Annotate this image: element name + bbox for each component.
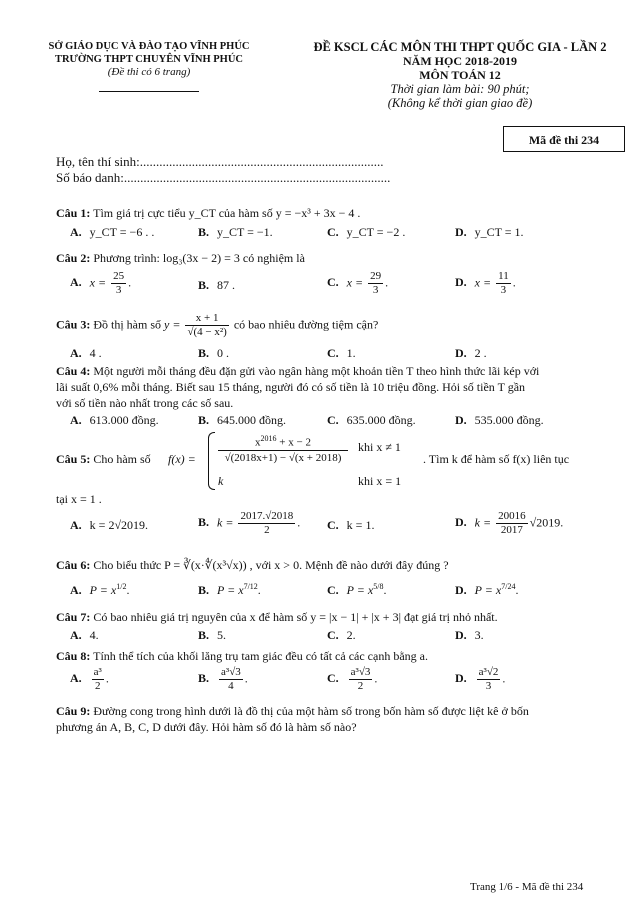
- option-d[interactable]: D. 3.: [455, 628, 484, 642]
- option-c[interactable]: C. $P = x^{5/8}$.: [327, 582, 387, 597]
- option-b[interactable]: B. 645.000 đồng.: [198, 413, 287, 427]
- school-year: NĂM HỌC 2018-2019: [403, 54, 517, 68]
- question-2: [56, 250, 601, 266]
- question-5-tail: . Tìm k để hàm số f(x) liên tục: [423, 452, 570, 466]
- question-1: [56, 205, 601, 221]
- header-right: [290, 40, 630, 110]
- school-name: TRƯỜNG THPT CHUYÊN VĨNH PHÚC: [54, 54, 244, 65]
- student-name-line[interactable]: Họ, tên thí sinh:...........................................................................: [56, 154, 384, 169]
- option-d[interactable]: D. 535.000 đồng.: [455, 413, 544, 427]
- question-5-line2: tại x = 1 .: [56, 492, 102, 506]
- option-c[interactable]: C. 635.000 đồng.: [327, 413, 416, 427]
- question-label: Câu 1:: [56, 206, 91, 220]
- option-a[interactable]: A. 4.: [70, 628, 99, 642]
- question-text: Tìm giá trị cực tiểu y_CT của hàm số y = −x³ + 3x − 4 .: [90, 206, 361, 220]
- duration: Thời gian làm bài: 90 phút;: [390, 82, 530, 96]
- piecewise-case-1: $x^{2016} + x - 2$ √(2018x+1) − √(x + 2018): [218, 432, 348, 465]
- page-count-note: (Đề thi có 6 trang): [107, 66, 191, 78]
- piecewise-case-2: k: [218, 474, 224, 488]
- question-3: Câu 3: Đồ thị hàm số y = $\frac{x + 1}{\text{√(4 − x²)}}$ có bao nhiêu đường tiệm cận?: [56, 312, 379, 338]
- question-label: Câu 3:: [56, 317, 91, 332]
- option-b[interactable]: B. 5.: [198, 628, 227, 642]
- exam-title: ĐỀ KSCL CÁC MÔN THI THPT QUỐC GIA - LẦN 2: [313, 40, 607, 54]
- option-b[interactable]: B. y_CT = −1.: [198, 225, 273, 239]
- subject: MÔN TOÁN 12: [419, 68, 501, 82]
- student-id-line[interactable]: Số báo danh:..................................................................................: [56, 170, 391, 185]
- question-4: Câu 4: Một người mỗi tháng đều đặn gửi vào ngân hàng một khoản tiền T theo hình thức lãi kép với lãi suất 0,6% mỗi tháng. Biết sau 15 tháng, người đó có số tiền là 10 triệu đồng. Hỏi số tiền T gần với số tiền nào nhất trong các số sau.: [56, 364, 540, 410]
- option-b[interactable]: B. 0 .: [198, 346, 230, 360]
- page-footer: Trang 1/6 - Mã đề thi 234: [470, 881, 584, 893]
- option-c[interactable]: C. y_CT = −2 .: [327, 225, 406, 239]
- option-b[interactable]: B. $\frac{\text{a³√3}}{4}$ .: [198, 666, 248, 692]
- function-name: f(x) =: [168, 452, 196, 466]
- question-label: Câu 2:: [56, 251, 91, 265]
- option-a[interactable]: A. $\frac{\text{a³}}{2}$ .: [70, 666, 109, 692]
- department-name: SỞ GIÁO DỤC VÀ ĐÀO TẠO VĨNH PHÚC: [48, 41, 250, 52]
- option-d[interactable]: D. $\frac{\text{a³√2}}{3}$ .: [455, 666, 506, 692]
- option-d[interactable]: D. $P = x^{7/24}$.: [455, 582, 519, 597]
- question-6: Câu 6: Cho biểu thức P = ∛(x·∜(x³√x)) , với x > 0. Mệnh đề nào dưới đây đúng ?: [56, 558, 449, 572]
- option-d[interactable]: D. x = $\frac{11}{3}$ .: [455, 270, 516, 296]
- duration-note: (Không kể thời gian giao đề): [387, 96, 533, 110]
- option-b[interactable]: B. $P = x^{7/12}$.: [198, 582, 261, 597]
- option-b[interactable]: B. 87 .: [198, 278, 236, 292]
- option-a[interactable]: A. x = $\frac{25}{3}$ .: [70, 270, 132, 296]
- question-8: Câu 8: Tính thể tích của khối lăng trụ tam giác đều có tất cả các cạnh bằng a.: [56, 649, 428, 663]
- option-c[interactable]: C. $\frac{\text{a³√3}}{2}$ .: [327, 666, 378, 692]
- piecewise-cond-1: khi x ≠ 1: [358, 440, 401, 454]
- option-b[interactable]: B. k = $\frac{2017.√2018}{2}$ .: [198, 510, 301, 536]
- option-a[interactable]: A. k = 2√2019.: [70, 518, 149, 532]
- question-5: Câu 5: Cho hàm số: [56, 452, 151, 466]
- piecewise-cond-2: khi x = 1: [358, 474, 402, 488]
- question-7: Câu 7: Có bao nhiêu giá trị nguyên của x để hàm số y = |x − 1| + |x + 3| đạt giá trị nhỏ nhất.: [56, 610, 498, 624]
- option-a[interactable]: A. y_CT = −6 . .: [70, 225, 155, 239]
- option-d[interactable]: D. k = $\frac{20016}{2017}$ √2019.: [455, 510, 564, 536]
- option-c[interactable]: C. 1.: [327, 346, 356, 360]
- header-left: [44, 40, 254, 92]
- header-divider: [99, 91, 199, 92]
- student-info: [56, 154, 390, 186]
- question-text: Đồ thị hàm số: [90, 317, 165, 332]
- piecewise-brace: [208, 432, 215, 490]
- option-c[interactable]: C. k = 1.: [327, 518, 375, 532]
- option-a[interactable]: A. 613.000 đồng.: [70, 413, 159, 427]
- option-c[interactable]: C. 2.: [327, 628, 356, 642]
- option-a[interactable]: A. 4 .: [70, 346, 102, 360]
- option-c[interactable]: C. x = $\frac{29}{3}$ .: [327, 270, 389, 296]
- question-9: Câu 9: Đường cong trong hình dưới là đồ thị của một hàm số trong bốn hàm số được liệt kê ở bốn phương án A, B, C, D dưới đây. Hỏi hàm số đó là hàm số nào?: [56, 704, 529, 734]
- option-d[interactable]: D. 2 .: [455, 346, 487, 360]
- option-d[interactable]: D. y_CT = 1.: [455, 225, 524, 239]
- exam-code-box: Mã đề thi 234: [503, 126, 625, 152]
- option-a[interactable]: A. $P = x^{1/2}$.: [70, 582, 130, 597]
- question-text: Phương trình: log₃(3x − 2) = 3 có nghiệm là: [90, 251, 305, 265]
